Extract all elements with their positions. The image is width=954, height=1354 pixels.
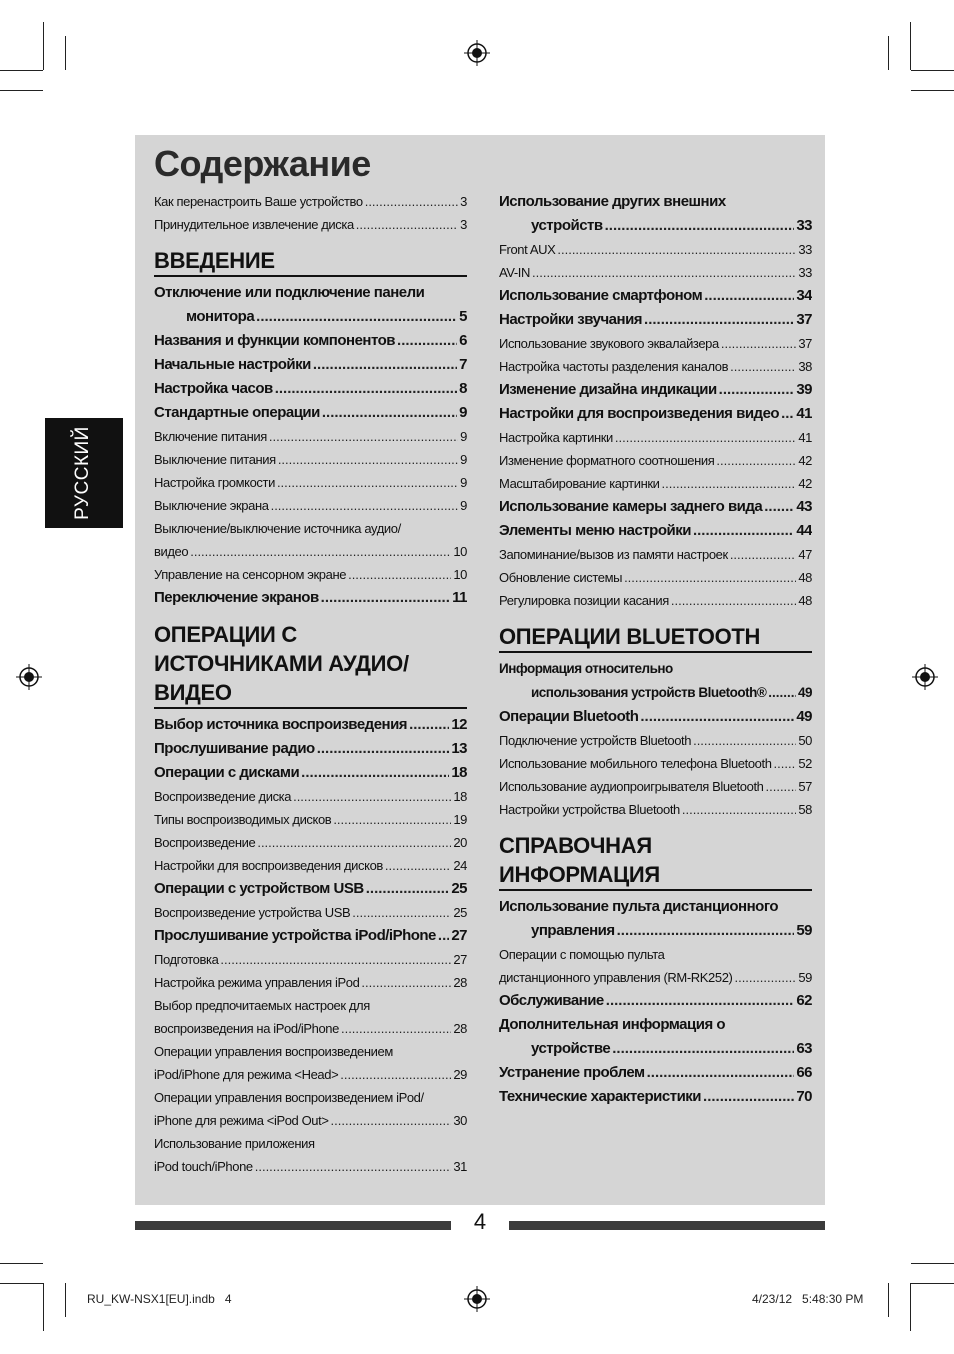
toc-entry-title: Масштабирование картинки	[499, 476, 660, 491]
crop-mark	[911, 90, 954, 91]
toc-leader-dots	[716, 449, 796, 472]
toc-leader-dots	[532, 261, 796, 284]
registration-mark-icon	[464, 1286, 490, 1312]
toc-entry[interactable]	[499, 1061, 812, 1085]
toc-entry-title: Настройки для воспроизведения дисков	[154, 858, 383, 873]
toc-entry[interactable]	[499, 449, 812, 472]
toc-entry[interactable]	[499, 1085, 812, 1109]
toc-entry-page: 25	[453, 905, 467, 920]
toc-entry-title: Использование смартфоном	[499, 287, 703, 304]
toc-entry[interactable]: дистанционного управления (RM-RK252) ..... 59	[499, 966, 812, 989]
toc-entry-title: Выключение питания	[154, 452, 276, 467]
toc-leader-dots	[333, 808, 451, 831]
toc-entry-page: 48	[798, 570, 812, 585]
toc-entry-page: 33	[798, 242, 812, 257]
toc-entry[interactable]: воспроизведения на iPod/iPhone ..... 28	[154, 1017, 467, 1040]
toc-leader-dots	[356, 213, 458, 236]
toc-entry-line: Отключение или подключение панели	[154, 284, 425, 301]
crop-mark	[0, 1283, 43, 1284]
toc-entry-page: 42	[798, 453, 812, 468]
toc-entry-page: 37	[798, 336, 812, 351]
toc-leader-dots	[361, 971, 451, 994]
toc-entry-page: 41	[796, 405, 812, 422]
toc-leader-dots	[703, 1085, 794, 1109]
toc-leader-dots	[721, 332, 796, 355]
toc-leader-dots	[662, 472, 797, 495]
toc-entry-title: Использование камеры заднего вида	[499, 498, 763, 515]
toc-entry-title: Как перенастроить Ваше устройство	[154, 194, 363, 209]
toc-leader-dots	[781, 402, 794, 426]
crop-mark	[0, 70, 43, 71]
toc-leader-dots	[682, 798, 796, 821]
toc-ref-list	[499, 1061, 812, 1109]
toc-leader-dots	[317, 737, 450, 761]
toc-entry[interactable]	[154, 971, 467, 994]
toc-leader-dots	[774, 752, 797, 775]
toc-leader-dots	[671, 589, 796, 612]
toc-leader-dots	[557, 238, 796, 261]
toc-entry-title: Выбор источника воспроизведения	[154, 716, 408, 733]
toc-entry[interactable]	[499, 238, 812, 261]
toc-entry-page: 58	[798, 802, 812, 817]
toc-leader-dots	[271, 494, 459, 517]
toc-entry[interactable]	[154, 831, 467, 854]
toc-leader-dots	[730, 355, 796, 378]
language-tab	[45, 418, 123, 528]
crop-mark	[43, 1283, 44, 1331]
toc-entry-title: Изменение дизайна индикации	[499, 381, 717, 398]
toc-entry-page: 19	[453, 812, 467, 827]
toc-entry-page: 49	[796, 708, 812, 725]
toc-entry-line: Операции управления воспроизведением iPod/	[154, 1090, 424, 1105]
toc-entry[interactable]	[154, 471, 467, 494]
toc-entry[interactable]	[499, 402, 812, 426]
crop-mark	[43, 22, 44, 70]
toc-entry-line: Использование пульта дистанционного	[499, 898, 779, 915]
toc-entry[interactable]	[154, 494, 467, 517]
toc-leader-dots	[766, 775, 797, 798]
toc-entry-title: Подготовка	[154, 952, 219, 967]
toc-av-list	[154, 713, 467, 994]
toc-entry[interactable]	[154, 329, 467, 353]
toc-entry-page: 37	[796, 311, 812, 328]
registration-mark-icon	[464, 40, 490, 66]
toc-entry[interactable]	[154, 808, 467, 831]
toc-entry[interactable]	[154, 854, 467, 877]
section-heading-bluetooth: ОПЕРАЦИИ BLUETOOTH	[499, 622, 812, 653]
toc-entry-page: 48	[798, 593, 812, 608]
toc-entry[interactable]: управления ..... 59	[499, 919, 812, 943]
toc-leader-dots	[438, 924, 449, 948]
toc-entry-title: Начальные настройки	[154, 356, 311, 373]
toc-entry-page: 18	[453, 789, 467, 804]
toc-leader-dots	[409, 713, 449, 737]
toc-leader-dots	[220, 948, 451, 971]
heading-line: ИНФОРМАЦИЯ	[499, 862, 660, 887]
toc-entry-title: Технические характеристики	[499, 1088, 702, 1105]
toc-entry[interactable]: использования устройств Bluetooth® ..... 49	[499, 681, 812, 705]
toc-entry[interactable]	[499, 426, 812, 449]
toc-entry-page: 10	[453, 567, 467, 582]
toc-entry[interactable]	[154, 761, 467, 785]
toc-entry-title: Устранение проблем	[499, 1064, 645, 1081]
toc-entry[interactable]	[499, 798, 812, 821]
toc-entry-line: Использование других внешних	[499, 193, 726, 210]
toc-entry[interactable]: устройстве ..... 63	[499, 1037, 812, 1061]
toc-entry-title: Регулировка позиции касания	[499, 593, 669, 608]
crop-mark	[910, 22, 911, 70]
toc-entry-title: Типы воспроизводимых дисков	[154, 812, 332, 827]
toc-entry-title: Изменение форматного соотношения	[499, 453, 715, 468]
toc-entry-title: Настройки звучания	[499, 311, 643, 328]
toc-entry[interactable]	[499, 519, 812, 543]
crop-mark	[65, 36, 66, 70]
toc-entry-page: 52	[798, 756, 812, 771]
toc-entry-title: Использование мобильного телефона Bluetooth	[499, 756, 772, 771]
toc-entry-page: 9	[460, 498, 467, 513]
toc-entry-page: 9	[460, 429, 467, 444]
toc-entry[interactable]: устройств ..... 33	[499, 214, 812, 238]
toc-entry-title: Настройка режима управления iPod	[154, 975, 360, 990]
toc-entry-page: 27	[451, 927, 467, 944]
toc-top-list	[154, 190, 467, 236]
toc-entry-page: 43	[796, 498, 812, 515]
toc-entry-line: Операции с помощью пульта	[499, 947, 665, 962]
toc-entry-page: 9	[459, 404, 467, 421]
footer-file-info: RU_KW-NSX1[EU].indb 4	[87, 1292, 232, 1306]
toc-entry[interactable]	[154, 401, 467, 425]
toc-entry-page: 25	[451, 880, 467, 897]
toc-leader-dots	[366, 877, 450, 901]
crop-mark	[0, 90, 43, 91]
toc-entry[interactable]: видео ..... 10	[154, 540, 467, 563]
toc-entry-line: Дополнительная информация о	[499, 1016, 726, 1033]
toc-leader-dots	[313, 353, 457, 377]
toc-entry-title: Стандартные операции	[154, 404, 320, 421]
toc-entry-title: Настройка картинки	[499, 430, 613, 445]
toc-leader-dots	[322, 401, 457, 425]
toc-entry-title: Элементы меню настройки	[499, 522, 691, 539]
crop-mark	[911, 1283, 954, 1284]
toc-entry[interactable]	[154, 785, 467, 808]
toc-entry[interactable]	[154, 377, 467, 401]
toc-entry[interactable]	[499, 775, 812, 798]
toc-entry-title: Включение питания	[154, 429, 267, 444]
toc-entry-title: Настройка часов	[154, 380, 273, 397]
heading-line: СПРАВОЧНАЯ	[499, 833, 652, 858]
toc-leader-dots	[719, 378, 795, 402]
toc-leader-dots	[321, 586, 450, 610]
toc-entry-title: Воспроизведение устройства USB	[154, 905, 351, 920]
toc-leader-dots	[764, 495, 794, 519]
toc-entry[interactable]	[499, 261, 812, 284]
toc-bt-list	[499, 705, 812, 821]
toc-entry-page: 20	[453, 835, 467, 850]
toc-entry[interactable]	[154, 448, 467, 471]
toc-entry-title: Настройка громкости	[154, 475, 275, 490]
toc-entry[interactable]	[154, 737, 467, 761]
toc-leader-dots	[624, 566, 796, 589]
toc-leader-dots	[301, 761, 449, 785]
toc-leader-dots	[647, 1061, 795, 1085]
toc-entry[interactable]	[499, 332, 812, 355]
toc-entry-title: Запоминание/вызов из памяти настроек	[499, 547, 728, 562]
toc-entry-page: 28	[453, 975, 467, 990]
toc-entry-page: 57	[798, 779, 812, 794]
toc-entry-page: 8	[459, 380, 467, 397]
toc-entry-page: 6	[459, 332, 467, 349]
footer-bar-right	[509, 1221, 825, 1230]
toc-entry-title: Настройки для воспроизведения видео	[499, 405, 780, 422]
toc-entry-page: 3	[460, 217, 467, 232]
crop-mark	[911, 1263, 954, 1264]
heading-line: ИСТОЧНИКАМИ АУДИО/	[154, 651, 409, 676]
toc-entry[interactable]	[499, 472, 812, 495]
toc-entry[interactable]	[499, 752, 812, 775]
toc-entry[interactable]	[499, 729, 812, 752]
toc-entry-title: Операции Bluetooth	[499, 708, 639, 725]
toc-entry[interactable]	[154, 213, 467, 236]
toc-leader-dots	[615, 426, 796, 449]
toc-entry[interactable]	[499, 566, 812, 589]
toc-entry[interactable]	[499, 355, 812, 378]
toc-entry[interactable]	[499, 543, 812, 566]
toc-entry-page: 34	[796, 287, 812, 304]
toc-entry[interactable]	[154, 901, 467, 924]
toc-entry[interactable]	[154, 586, 467, 610]
toc-entry-title: Выключение экрана	[154, 498, 269, 513]
toc-leader-dots	[278, 448, 458, 471]
toc-entry-title: Прослушивание радио	[154, 740, 315, 757]
toc-entry-title: Настройки устройства Bluetooth	[499, 802, 680, 817]
toc-entry[interactable]	[499, 308, 812, 332]
toc-entry-title: Принудительное извлечение диска	[154, 217, 354, 232]
footer-timestamp: 4/23/12 5:48:30 PM	[752, 1292, 864, 1306]
toc-entry[interactable]	[499, 495, 812, 519]
toc-right-column	[499, 190, 812, 1109]
toc-right-list	[499, 238, 812, 612]
toc-entry-page: 66	[796, 1064, 812, 1081]
toc-entry-page: 70	[796, 1088, 812, 1105]
toc-entry-title: Обновление системы	[499, 570, 623, 585]
toc-entry-title: Подключение устройств Bluetooth	[499, 733, 692, 748]
toc-leader-dots	[269, 425, 458, 448]
toc-entry-page: 7	[459, 356, 467, 373]
toc-entry-page: 44	[796, 522, 812, 539]
registration-mark-icon	[912, 664, 938, 690]
toc-entry-page: 24	[453, 858, 467, 873]
toc-entry[interactable]	[499, 284, 812, 308]
toc-intro-list	[154, 329, 467, 517]
toc-entry[interactable]: iPod/iPhone для режима <Head> ..... 29	[154, 1063, 467, 1086]
heading-line: ОПЕРАЦИИ С	[154, 622, 297, 647]
language-tab-label: РУССКИЙ	[72, 426, 93, 520]
toc-entry[interactable]	[154, 924, 467, 948]
toc-entry[interactable]	[154, 877, 467, 901]
toc-entry[interactable]	[499, 705, 812, 729]
toc-entry-page: 50	[798, 733, 812, 748]
toc-entry-page: 18	[451, 764, 467, 781]
crop-mark	[910, 1283, 911, 1331]
toc-entry-title: Использование звукового эквалайзера	[499, 336, 719, 351]
toc-intro-list-2	[154, 563, 467, 610]
toc-leader-dots	[352, 901, 451, 924]
section-heading-av	[154, 620, 467, 709]
toc-leader-dots	[277, 471, 458, 494]
toc-entry-page: 27	[453, 952, 467, 967]
toc-entry-title: Воспроизведение	[154, 835, 256, 850]
toc-entry-page: 42	[798, 476, 812, 491]
toc-entry[interactable]: iPod touch/iPhone ..... 31	[154, 1155, 467, 1178]
toc-entry[interactable]	[154, 190, 467, 213]
crop-mark	[0, 1263, 43, 1264]
toc-entry-page: 9	[460, 475, 467, 490]
crop-mark	[911, 70, 954, 71]
heading-line: ВИДЕО	[154, 680, 232, 705]
toc-entry-title: Прослушивание устройства iPod/iPhone	[154, 927, 436, 944]
crop-mark	[65, 1283, 66, 1317]
toc-entry-page: 12	[451, 716, 467, 733]
toc-entry[interactable]: iPhone для режима <iPod Out> ..... 30	[154, 1109, 467, 1132]
toc-entry-line: Выключение/выключение источника аудио/	[154, 521, 401, 536]
section-heading-intro: ВВЕДЕНИЕ	[154, 246, 467, 277]
toc-entry[interactable]	[154, 425, 467, 448]
toc-entry-page: 47	[798, 547, 812, 562]
toc-leader-dots	[693, 729, 796, 752]
toc-entry[interactable]: монитора ..... 5	[154, 305, 467, 329]
toc-entry-title: Воспроизведение диска	[154, 789, 292, 804]
toc-entry[interactable]: Обслуживание ..... 62	[499, 989, 812, 1013]
toc-entry-page: 13	[451, 740, 467, 757]
toc-entry-page: 39	[796, 381, 812, 398]
crop-mark	[888, 1283, 889, 1317]
toc-leader-dots	[257, 831, 451, 854]
toc-entry-title: Front AUX	[499, 242, 556, 257]
toc-leader-dots	[644, 308, 794, 332]
toc-leader-dots	[397, 329, 457, 353]
toc-left-column	[154, 190, 467, 1178]
toc-entry-title: Управление на сенсорном экране	[154, 567, 347, 582]
toc-leader-dots	[365, 190, 458, 213]
toc-entry-page: 33	[798, 265, 812, 280]
toc-entry-line: Использование приложения	[154, 1136, 315, 1151]
section-heading-reference	[499, 831, 812, 891]
toc-entry-title: Операции с устройством USB	[154, 880, 364, 897]
toc-entry-page: 38	[798, 359, 812, 374]
toc-entry[interactable]	[154, 713, 467, 737]
toc-entry-line: Выбор предпочитаемых настроек для	[154, 998, 370, 1013]
toc-entry-title: Операции с дисками	[154, 764, 300, 781]
crop-mark	[888, 36, 889, 70]
toc-leader-dots	[704, 284, 794, 308]
toc-leader-dots	[730, 543, 797, 566]
toc-entry[interactable]	[499, 378, 812, 402]
toc-entry[interactable]	[154, 353, 467, 377]
toc-entry-title: AV-IN	[499, 265, 530, 280]
toc-leader-dots	[275, 377, 457, 401]
toc-entry-title: Названия и функции компонентов	[154, 332, 396, 349]
toc-leader-dots	[348, 563, 451, 586]
toc-entry-page: 11	[452, 589, 467, 606]
registration-mark-icon	[16, 664, 42, 690]
toc-leader-dots	[293, 785, 451, 808]
toc-leader-dots	[385, 854, 451, 877]
toc-entry[interactable]	[154, 563, 467, 586]
toc-entry-line: Операции управления воспроизведением	[154, 1044, 393, 1059]
toc-leader-dots	[693, 519, 794, 543]
toc-entry[interactable]	[154, 948, 467, 971]
toc-entry[interactable]	[499, 589, 812, 612]
toc-entry-title: Переключение экранов	[154, 589, 319, 606]
toc-entry-title: Настройка частоты разделения каналов	[499, 359, 729, 374]
page-number: 4	[473, 1209, 487, 1234]
toc-entry-page: 41	[798, 430, 812, 445]
page-title: Содержание	[154, 143, 371, 184]
toc-entry-page: 3	[460, 194, 467, 209]
toc-entry-title: Использование аудиопроигрывателя Bluetooth	[499, 779, 764, 794]
toc-entry-line: Информация относительно	[499, 661, 673, 676]
toc-leader-dots	[640, 705, 794, 729]
toc-entry-page: 9	[460, 452, 467, 467]
footer-bar-left	[135, 1221, 451, 1230]
